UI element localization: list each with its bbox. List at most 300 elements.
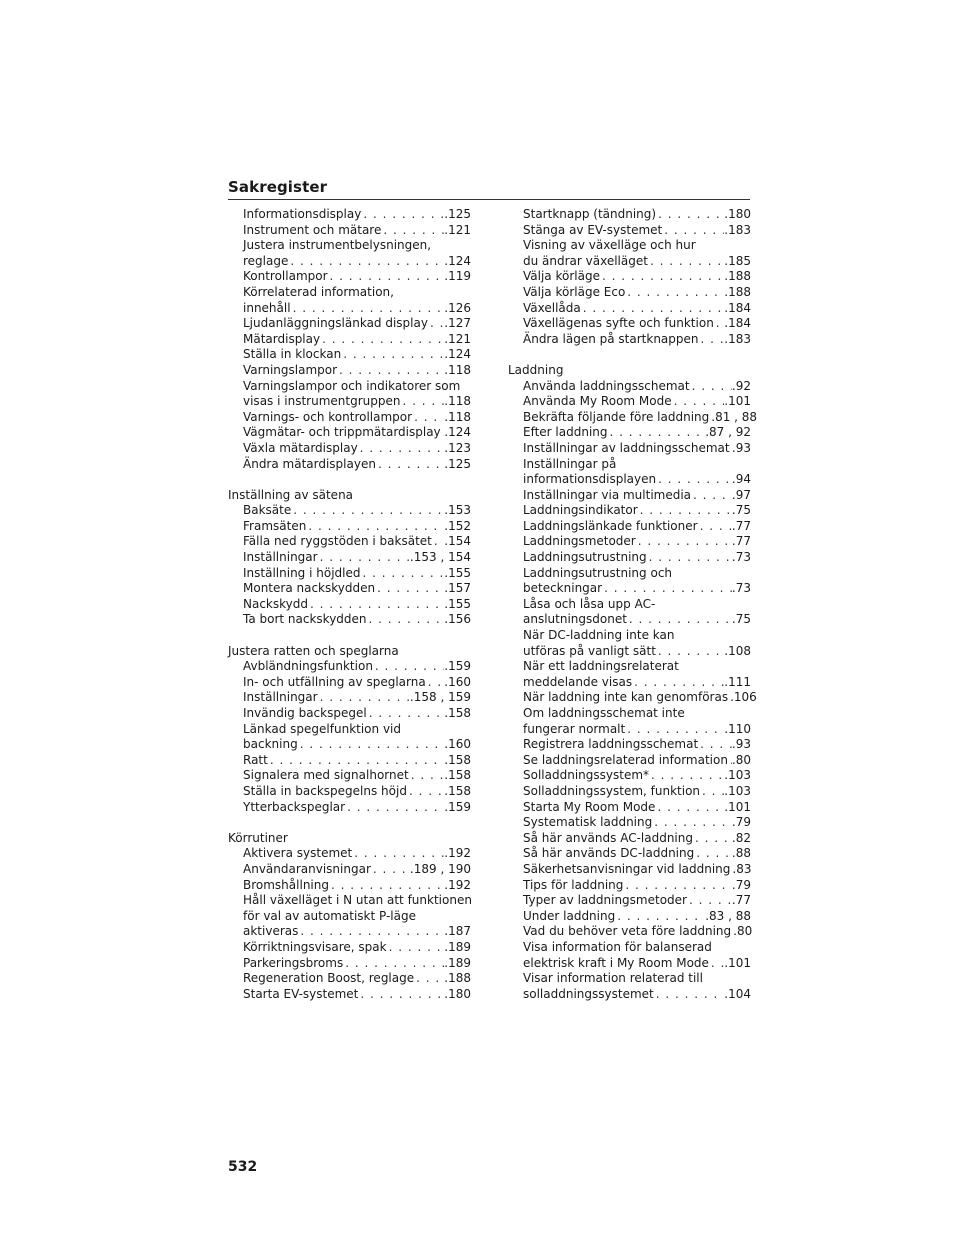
index-entry[interactable]	[508, 971, 751, 1002]
index-entry-row	[243, 566, 471, 582]
index-entry-row	[523, 254, 751, 270]
index-entry-text: Under laddning	[523, 908, 616, 923]
index-entry[interactable]	[508, 846, 751, 862]
index-entry-text: Låsa och låsa upp AC-	[523, 596, 656, 611]
index-entry[interactable]	[508, 332, 751, 348]
index-entry[interactable]	[228, 690, 471, 706]
index-entry[interactable]	[508, 425, 751, 441]
index-entry-text: Montera nackskydden	[243, 581, 376, 596]
index-entry-row	[523, 846, 751, 862]
index-entry-text: In- och utfällning av speglarna	[243, 674, 426, 689]
index-entry-row	[243, 768, 471, 784]
index-entry[interactable]	[508, 597, 751, 628]
dot-leader	[409, 768, 445, 784]
index-entry-row	[523, 223, 751, 239]
index-entry-row	[243, 363, 471, 379]
index-entry-text: du ändrar växelläget	[523, 253, 648, 268]
index-entry-text: Laddningsindikator	[523, 503, 638, 518]
index-entry-page[interactable]: .106	[730, 690, 757, 705]
index-entry-page[interactable]: .81 , 88	[711, 409, 758, 424]
index-entry-page[interactable]: .121	[444, 331, 471, 346]
index-column-right	[508, 207, 758, 1002]
index-entry-row	[243, 301, 471, 317]
dot-leader	[662, 223, 724, 239]
index-entry[interactable]	[508, 316, 751, 332]
dot-leader	[367, 612, 445, 628]
index-entry[interactable]	[228, 581, 471, 597]
index-entry[interactable]	[228, 753, 471, 769]
dot-leader	[687, 893, 732, 909]
index-entry[interactable]	[508, 893, 751, 909]
index-entry-row	[523, 425, 751, 441]
index-entry-text: Ytterbackspeglar	[243, 799, 346, 814]
index-entry-row	[243, 425, 471, 441]
index-entry-row	[523, 207, 751, 223]
dot-leader	[698, 519, 732, 535]
index-entry[interactable]	[228, 363, 471, 379]
index-entry-row	[523, 472, 751, 488]
index-entry-text: Avbländningsfunktion	[243, 659, 373, 674]
index-entry-row	[243, 503, 471, 519]
index-entry-text: Instrument och mätare	[243, 222, 382, 237]
dot-leader	[341, 347, 444, 363]
index-entry-page[interactable]: .158	[444, 706, 471, 720]
index-entry-page[interactable]: .104	[724, 986, 751, 1001]
index-entry-page[interactable]: .108	[724, 643, 751, 658]
dot-leader	[318, 690, 410, 706]
index-entry[interactable]	[228, 675, 471, 691]
dot-leader	[412, 410, 444, 426]
index-entry[interactable]	[508, 394, 751, 410]
index-entry[interactable]	[228, 425, 471, 441]
index-entry[interactable]	[228, 784, 471, 800]
dot-leader	[647, 550, 732, 566]
dot-leader	[654, 987, 725, 1003]
index-entry-text: Kontrollampor	[243, 269, 328, 284]
index-entry[interactable]	[508, 519, 751, 535]
index-entry[interactable]	[508, 503, 751, 519]
index-entry[interactable]	[228, 534, 471, 550]
index-entry-page[interactable]: .118	[444, 409, 471, 424]
dot-leader	[360, 566, 444, 582]
index-entry-page[interactable]: .118	[444, 394, 471, 409]
index-entry[interactable]	[228, 457, 471, 473]
dot-leader	[636, 534, 732, 550]
index-entry-row	[243, 207, 471, 223]
index-entry-page[interactable]: .153	[444, 503, 471, 518]
index-entry-page[interactable]: .184	[724, 316, 751, 331]
index-entry[interactable]	[508, 223, 751, 239]
index-entry-text: Efter laddning	[523, 425, 608, 440]
index-entry[interactable]	[508, 534, 751, 550]
index-entry-text: Varningslampor och indikatorer som	[243, 378, 461, 393]
index-entry-text: Bromshållning	[243, 877, 329, 892]
index-entry-text: Ändra lägen på startknappen	[523, 331, 699, 346]
index-entry-page[interactable]: .183	[724, 222, 751, 237]
index-entry-page[interactable]: .92	[731, 378, 751, 393]
index-entry[interactable]	[508, 550, 751, 566]
index-entry[interactable]	[228, 768, 471, 784]
index-entry[interactable]	[228, 706, 471, 722]
index-entry-page[interactable]: .83 , 88	[705, 908, 751, 923]
index-entry[interactable]	[228, 878, 471, 894]
index-entry[interactable]	[508, 207, 751, 223]
index-entry[interactable]	[228, 846, 471, 862]
index-entry-row	[523, 519, 751, 535]
dot-leader	[690, 379, 732, 395]
dot-leader	[358, 987, 444, 1003]
index-entry[interactable]	[508, 628, 751, 659]
index-entry-page[interactable]: .192	[444, 846, 471, 861]
dot-leader	[652, 815, 732, 831]
index-entry-page[interactable]: .123	[444, 440, 471, 455]
index-entry-page[interactable]: .184	[724, 300, 751, 315]
index-entry-text: reglage	[243, 253, 289, 268]
dot-leader	[693, 831, 732, 847]
index-entry-row	[523, 722, 751, 738]
index-entry-row	[523, 534, 751, 550]
index-entry-text: Ändra mätardisplayen	[243, 456, 376, 471]
index-entry-page[interactable]: .119	[444, 269, 471, 284]
index-entry-page[interactable]: .189	[444, 955, 471, 970]
dot-leader	[375, 581, 444, 597]
dot-leader	[371, 862, 410, 878]
dot-leader	[656, 472, 732, 488]
index-entry-text: Ställa in backspegelns höjd	[243, 783, 407, 798]
dot-leader	[328, 269, 445, 285]
index-entry-text: Vägmätar- och trippmätardisplay	[243, 425, 441, 440]
index-entry-text: Så här används AC-laddning	[523, 830, 693, 845]
dot-leader	[625, 722, 724, 738]
index-entry[interactable]	[228, 940, 471, 956]
index-entry-text: Invändig backspegel	[243, 706, 367, 720]
index-entry-page[interactable]: .73	[731, 581, 751, 596]
index-entry-page[interactable]: .189 , 190	[409, 861, 471, 876]
index-entry[interactable]	[508, 690, 757, 706]
index-entry-page[interactable]: .180	[724, 207, 751, 221]
index-entry-row	[523, 815, 751, 831]
dot-leader	[632, 675, 724, 691]
index-entry-row	[243, 441, 471, 457]
index-entry[interactable]	[228, 612, 471, 628]
index-entry[interactable]	[508, 800, 751, 816]
index-entry-page[interactable]: .124	[444, 253, 471, 268]
dot-leader	[329, 878, 444, 894]
index-entry[interactable]	[228, 238, 471, 269]
index-entry[interactable]	[228, 379, 471, 410]
index-entry-page[interactable]: .77	[731, 534, 751, 549]
index-entry-row	[243, 846, 471, 862]
index-entry-page[interactable]: .87 , 92	[705, 425, 751, 440]
index-entry[interactable]	[508, 409, 758, 426]
index-entry-row	[243, 940, 471, 956]
index-entry-page[interactable]: .185	[724, 253, 751, 268]
index-entry-text: Systematisk laddning	[523, 815, 653, 830]
index-entry-page[interactable]: .93	[731, 737, 751, 752]
index-entry-text: Baksäte	[243, 503, 292, 518]
index-entry-text: Laddningslänkade funktioner	[523, 518, 698, 533]
index-entry-text: fungerar normalt	[523, 721, 626, 736]
index-entry[interactable]	[508, 301, 751, 317]
dot-leader	[600, 269, 724, 285]
dot-leader	[298, 737, 445, 753]
index-entry-row	[243, 223, 471, 239]
dot-leader	[700, 784, 724, 800]
index-entry-row	[523, 924, 751, 940]
dot-leader	[352, 846, 444, 862]
index-entry-page[interactable]: .75	[731, 612, 751, 627]
index-entry[interactable]	[508, 488, 751, 504]
index-entry-page[interactable]: .118	[444, 362, 471, 377]
index-entry-text: Om laddningsschemat inte	[523, 706, 685, 720]
index-entry-text: backning	[243, 737, 298, 752]
index-entry-page[interactable]: .97	[731, 487, 751, 502]
index-entry-text: Ratt	[243, 752, 268, 767]
dot-leader	[387, 940, 445, 956]
index-entry-page[interactable]: .82	[731, 830, 751, 845]
dot-leader	[432, 534, 444, 550]
index-entry-row	[243, 924, 471, 940]
index-entry-page[interactable]: .125	[444, 207, 471, 221]
dot-leader	[649, 768, 724, 784]
index-entry-page[interactable]: .188	[724, 269, 751, 284]
index-entry-row	[243, 690, 471, 706]
index-entry-row	[523, 768, 751, 784]
dot-leader	[291, 301, 445, 317]
index-entry-page[interactable]: .183	[724, 331, 751, 346]
index-entry[interactable]	[508, 457, 751, 488]
index-entry[interactable]	[228, 285, 471, 316]
dot-leader	[608, 425, 706, 441]
index-entry-page[interactable]: .124	[444, 425, 471, 440]
index-entry-page[interactable]: .155	[444, 565, 471, 580]
index-entry-text: När ett laddningsrelaterat	[523, 659, 679, 674]
index-entry[interactable]	[228, 519, 471, 535]
index-entry-page[interactable]: .160	[444, 674, 471, 689]
index-entry[interactable]	[508, 269, 751, 285]
index-entry[interactable]	[228, 893, 471, 940]
index-entry-row	[523, 285, 751, 301]
index-entry[interactable]	[508, 784, 751, 800]
index-entry-row	[523, 441, 751, 457]
index-entry-page[interactable]: .80	[731, 752, 751, 767]
index-entry-page[interactable]: .101	[724, 955, 751, 970]
index-entry-page[interactable]: .158	[444, 752, 471, 767]
index-entry-page[interactable]: .103	[724, 783, 751, 798]
index-entry-page[interactable]: .180	[444, 986, 471, 1001]
dot-leader	[714, 316, 724, 332]
index-entry-text: innehåll	[243, 300, 291, 315]
index-entry-page[interactable]: .73	[731, 550, 751, 565]
index-entry-page[interactable]: .88	[731, 846, 751, 861]
index-entry[interactable]	[228, 410, 471, 426]
index-entry-page[interactable]: .79	[731, 877, 751, 892]
index-entry-page[interactable]: .157	[444, 581, 471, 596]
index-entry-row	[243, 581, 471, 597]
index-entry-page[interactable]: .126	[444, 300, 471, 315]
index-entry[interactable]	[228, 332, 471, 348]
index-entry-page[interactable]: .77	[731, 518, 751, 533]
dot-leader	[400, 394, 444, 410]
index-entry-page[interactable]: .111	[724, 674, 751, 689]
index-entry-text: Inställningar	[243, 550, 318, 565]
index-entry-page[interactable]: .75	[731, 503, 751, 518]
index-entry[interactable]	[508, 753, 751, 769]
index-entry-page[interactable]: .187	[444, 924, 471, 939]
index-entry-page[interactable]: .188	[444, 971, 471, 986]
index-entry[interactable]	[228, 223, 471, 239]
index-entry-text: Inställningar via multimedia	[523, 487, 692, 502]
index-entry[interactable]	[228, 269, 471, 285]
index-entry-text: meddelande visas	[523, 674, 633, 689]
index-entry-row	[523, 737, 751, 753]
index-entry-page[interactable]: .156	[444, 612, 471, 627]
index-entry-row	[243, 675, 471, 691]
dot-leader	[602, 581, 732, 597]
index-entry-text: Visa information för balanserad	[523, 939, 712, 954]
index-entry-text: Starta EV-systemet	[243, 986, 359, 1001]
index-entry-page[interactable]: .93	[731, 440, 751, 455]
index-entry-text: Nackskydd	[243, 596, 308, 611]
index-entry[interactable]	[508, 566, 751, 597]
dot-leader	[345, 800, 444, 816]
index-entry-page[interactable]: .160	[444, 737, 471, 752]
dot-leader	[615, 909, 705, 925]
index-entry-text: Laddningsutrustning och	[523, 565, 673, 580]
index-entry[interactable]	[508, 862, 751, 878]
index-entry[interactable]	[508, 238, 751, 269]
index-entry[interactable]	[508, 737, 751, 753]
index-entry-row	[243, 394, 471, 410]
index-entry[interactable]	[508, 815, 751, 831]
index-entry-text: Starta My Room Mode	[523, 799, 656, 814]
dot-leader	[699, 332, 725, 348]
index-entry-row	[523, 862, 751, 878]
index-entry-page[interactable]: .192	[444, 877, 471, 892]
index-category: Laddning	[508, 362, 564, 377]
index-entry-text: Justera instrumentbelysningen,	[243, 238, 432, 253]
index-entry-page[interactable]: .80	[733, 924, 753, 939]
index-entry-text: Länkad spegelfunktion vid	[243, 721, 401, 736]
index-entry[interactable]	[228, 550, 471, 566]
dot-leader	[672, 394, 725, 410]
index-entry-row	[243, 659, 471, 675]
index-entry[interactable]	[508, 379, 751, 395]
index-entry[interactable]	[228, 987, 471, 1003]
index-entry-row	[523, 379, 751, 395]
dot-leader	[638, 503, 732, 519]
index-entry[interactable]	[228, 316, 471, 332]
index-entry[interactable]	[508, 706, 751, 737]
index-entry-text: aktiveras	[243, 924, 299, 939]
index-entry-page[interactable]: .94	[731, 472, 751, 487]
index-entry-page[interactable]: .127	[444, 316, 471, 331]
index-entry[interactable]	[228, 503, 471, 519]
index-entry-page[interactable]: .152	[444, 518, 471, 533]
index-entry[interactable]	[508, 285, 751, 301]
index-column-left	[228, 207, 471, 1002]
index-entry[interactable]	[508, 659, 751, 690]
index-entry-page[interactable]: .103	[724, 768, 751, 783]
index-entry[interactable]	[228, 722, 471, 753]
index-entry-page[interactable]: .125	[444, 456, 471, 471]
index-entry[interactable]	[228, 597, 471, 613]
index-entry-page[interactable]: .121	[444, 222, 471, 237]
index-entry-page[interactable]: .101	[724, 799, 751, 814]
index-entry[interactable]	[508, 940, 751, 971]
index-entry[interactable]	[228, 862, 471, 878]
index-category: Inställning av sätena	[228, 487, 354, 502]
index-entry-text: Ställa in klockan	[243, 347, 342, 362]
index-entry-text: visas i instrumentgruppen	[243, 394, 401, 409]
index-entry[interactable]	[228, 971, 471, 987]
dot-leader	[318, 550, 410, 566]
index-entry-page[interactable]: .124	[444, 347, 471, 362]
index-entry[interactable]	[508, 924, 751, 940]
dot-leader	[625, 285, 724, 301]
index-entry[interactable]	[228, 659, 471, 675]
index-entry[interactable]	[508, 909, 751, 925]
dot-leader	[426, 675, 445, 691]
index-entry-page[interactable]: .188	[724, 284, 751, 299]
dot-leader	[373, 659, 444, 675]
page-number: 532	[228, 1159, 258, 1175]
index-entry-page[interactable]: .189	[444, 939, 471, 954]
dot-leader	[627, 612, 732, 628]
index-entry[interactable]	[228, 207, 471, 223]
index-entry-page[interactable]: .79	[731, 815, 751, 830]
index-entry-page[interactable]: .159	[444, 799, 471, 814]
index-entry-page[interactable]: .101	[724, 394, 751, 409]
index-entry-row	[243, 784, 471, 800]
index-entry-page[interactable]: .155	[444, 596, 471, 611]
index-entry-page[interactable]: .158 , 159	[409, 690, 471, 705]
index-entry-text: Varningslampor	[243, 362, 338, 377]
index-entry[interactable]	[508, 831, 751, 847]
index-entry-row	[243, 534, 471, 550]
index-entry[interactable]	[508, 878, 751, 894]
index-entry-text: elektrisk kraft i My Room Mode	[523, 955, 709, 970]
index-entry-text: Användaranvisningar	[243, 861, 371, 876]
index-entry-row	[243, 737, 471, 753]
dot-leader	[291, 503, 444, 519]
index-entry[interactable]	[228, 956, 471, 972]
index-entry-row	[523, 956, 751, 972]
index-entry-text: Aktivera systemet	[243, 846, 353, 861]
index-entry-row	[243, 800, 471, 816]
index-entry-text: Startknapp (tändning)	[523, 207, 657, 221]
index-entry-page[interactable]: .154	[444, 534, 471, 549]
index-entry[interactable]	[508, 768, 751, 784]
index-entry-text: Vad du behöver veta före laddning	[523, 924, 732, 939]
index-entry[interactable]	[228, 347, 471, 363]
index-entry-text: Se laddningsrelaterad information	[523, 752, 728, 767]
index-entry-page[interactable]: .110	[724, 721, 751, 736]
index-entry-page[interactable]: .153 , 154	[409, 550, 471, 565]
index-entry-text: Framsäten	[243, 518, 307, 533]
index-entry[interactable]	[508, 441, 751, 457]
index-entry-page[interactable]: .83	[732, 861, 752, 876]
index-entry[interactable]	[228, 441, 471, 457]
index-entry-page[interactable]: .158	[444, 768, 471, 783]
index-entry[interactable]	[228, 566, 471, 582]
index-entry[interactable]	[228, 800, 471, 816]
index-entry-page[interactable]: .158	[444, 783, 471, 798]
index-entry-text: Ljudanläggningslänkad display	[243, 316, 428, 331]
index-entry-page[interactable]: .159	[444, 659, 471, 674]
index-entry-text: Laddningsutrustning	[523, 550, 647, 565]
index-entry-page[interactable]: .77	[731, 893, 751, 908]
